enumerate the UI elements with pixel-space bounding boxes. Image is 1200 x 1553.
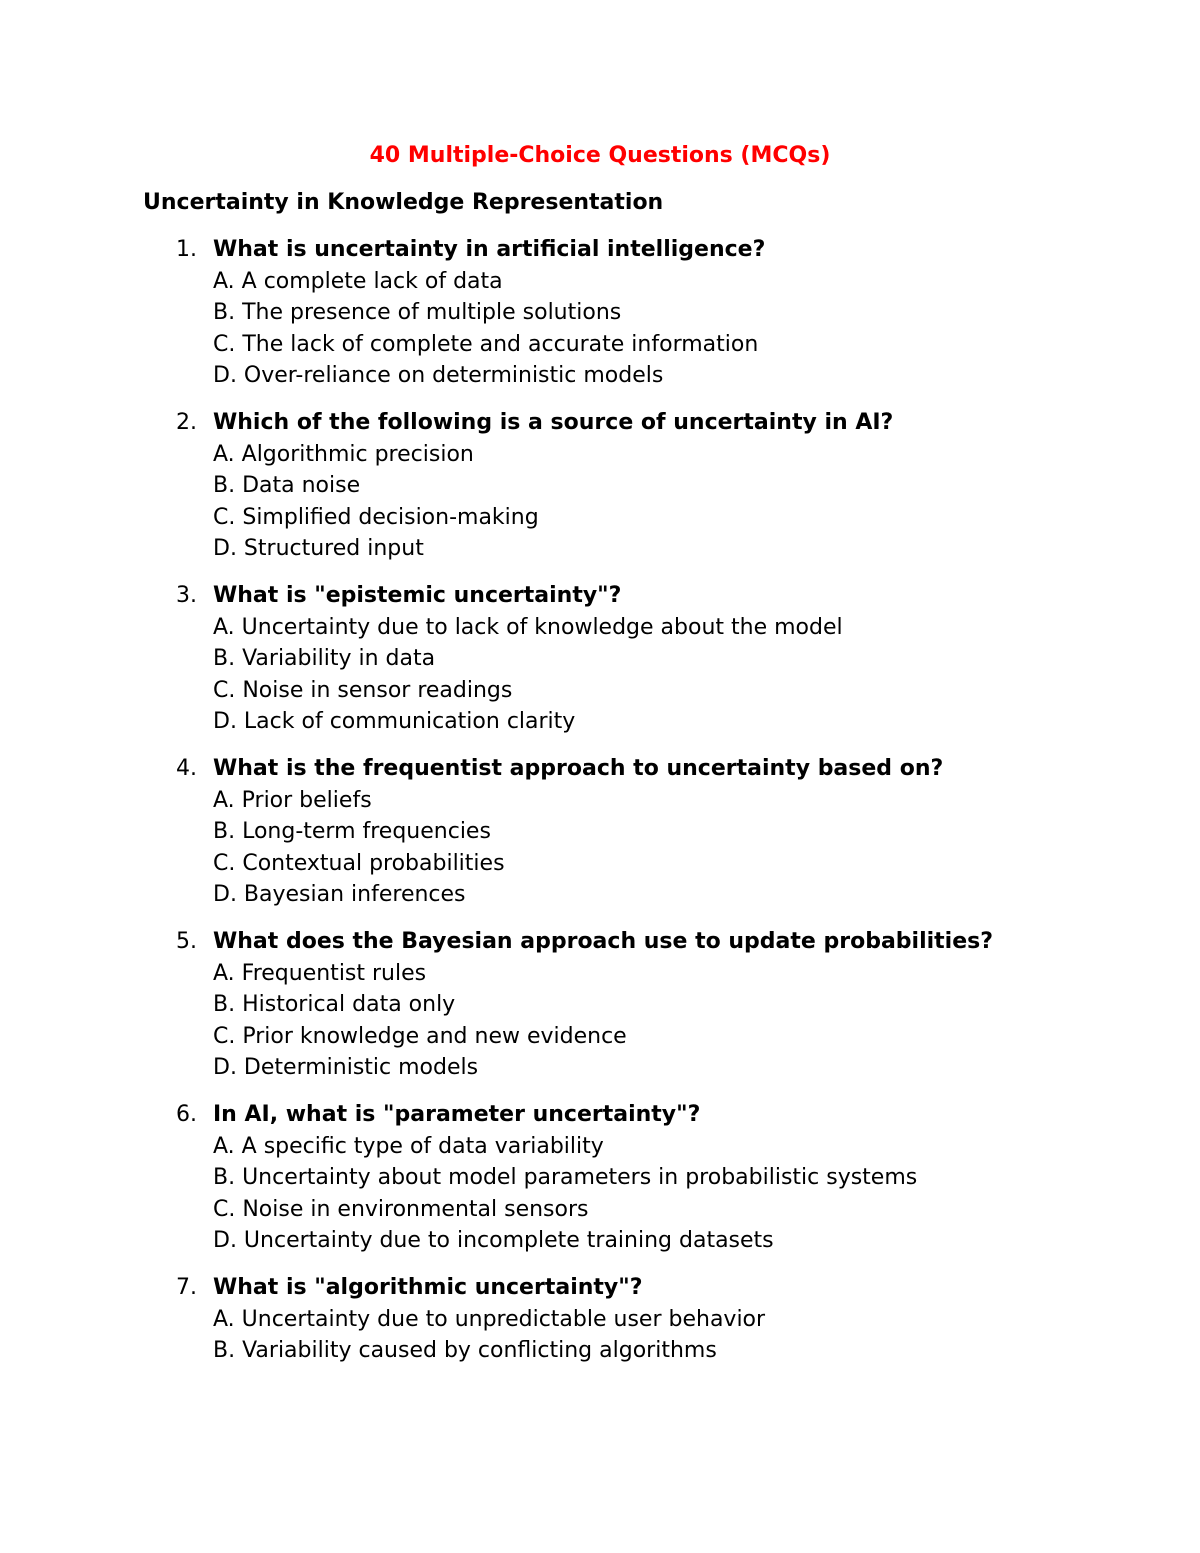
answer-option: B. Uncertainty about model parameters in probabilistic systems: [213, 1165, 918, 1190]
answer-options: [0, 439, 1200, 565]
answer-option: D. Uncertainty due to incomplete training datasets: [213, 1228, 774, 1253]
question-item: [0, 1272, 1200, 1367]
question-number: 4.: [176, 756, 197, 781]
answer-option: D. Over-reliance on deterministic models: [213, 363, 664, 388]
answer-option: B. Data noise: [213, 473, 361, 498]
question-number: 7.: [176, 1275, 197, 1300]
question-number: 5.: [176, 929, 197, 954]
answer-options: [0, 266, 1200, 392]
answer-option: A. Uncertainty due to unpredictable user behavior: [213, 1306, 766, 1332]
question-text: What is the frequentist approach to uncertainty based on?: [213, 756, 944, 781]
question-item: [0, 580, 1200, 738]
question-number: 2.: [176, 410, 197, 435]
question-item: [0, 926, 1200, 1084]
answer-option: A. A specific type of data variability: [213, 1133, 604, 1159]
answer-option: A. Uncertainty due to lack of knowledge about the model: [213, 614, 843, 640]
answer-option: C. Prior knowledge and new evidence: [213, 1023, 627, 1049]
answer-option: B. The presence of multiple solutions: [213, 300, 622, 325]
question-item: [0, 1099, 1200, 1257]
answer-option: C. Noise in sensor readings: [213, 677, 513, 703]
answer-option: B. Historical data only: [213, 992, 456, 1017]
answer-option: B. Long-term frequencies: [213, 819, 491, 844]
answer-option: A. Frequentist rules: [213, 960, 427, 986]
answer-option: C. Contextual probabilities: [213, 850, 505, 876]
answer-option: B. Variability in data: [213, 646, 436, 671]
question-text: Which of the following is a source of uncertainty in AI?: [213, 410, 894, 435]
question-text: What is "epistemic uncertainty"?: [213, 583, 622, 608]
answer-option: A. A complete lack of data: [213, 268, 503, 294]
question-item: [0, 407, 1200, 565]
answer-option: A. Prior beliefs: [213, 787, 372, 813]
answer-option: D. Deterministic models: [213, 1055, 479, 1080]
document-title: 40 Multiple-Choice Questions (MCQs): [369, 143, 831, 168]
answer-option: C. Simplified decision-making: [213, 504, 539, 530]
question-text: What is "algorithmic uncertainty"?: [213, 1275, 643, 1300]
question-text: What is uncertainty in artificial intelligence?: [213, 237, 766, 262]
section-heading: Uncertainty in Knowledge Representation: [143, 190, 664, 215]
question-number: 1.: [176, 237, 197, 262]
answer-option: D. Structured input: [213, 536, 424, 561]
answer-option: B. Variability caused by conflicting algorithms: [213, 1338, 717, 1363]
question-item: [0, 753, 1200, 911]
question-text: In AI, what is "parameter uncertainty"?: [213, 1102, 701, 1127]
question-number: 6.: [176, 1102, 197, 1127]
question-item: [0, 234, 1200, 392]
answer-option: D. Bayesian inferences: [213, 882, 466, 907]
answer-options: [0, 612, 1200, 738]
question-text: What does the Bayesian approach use to update probabilities?: [213, 929, 994, 954]
answer-option: A. Algorithmic precision: [213, 441, 474, 467]
answer-option: D. Lack of communication clarity: [213, 709, 576, 734]
answer-options: [0, 958, 1200, 1084]
answer-option: C. The lack of complete and accurate information: [213, 331, 759, 357]
answer-options: [0, 1304, 1200, 1367]
question-number: 3.: [176, 583, 197, 608]
answer-options: [0, 1131, 1200, 1257]
answer-options: [0, 785, 1200, 911]
question-list: [0, 234, 1200, 1382]
answer-option: C. Noise in environmental sensors: [213, 1196, 589, 1222]
